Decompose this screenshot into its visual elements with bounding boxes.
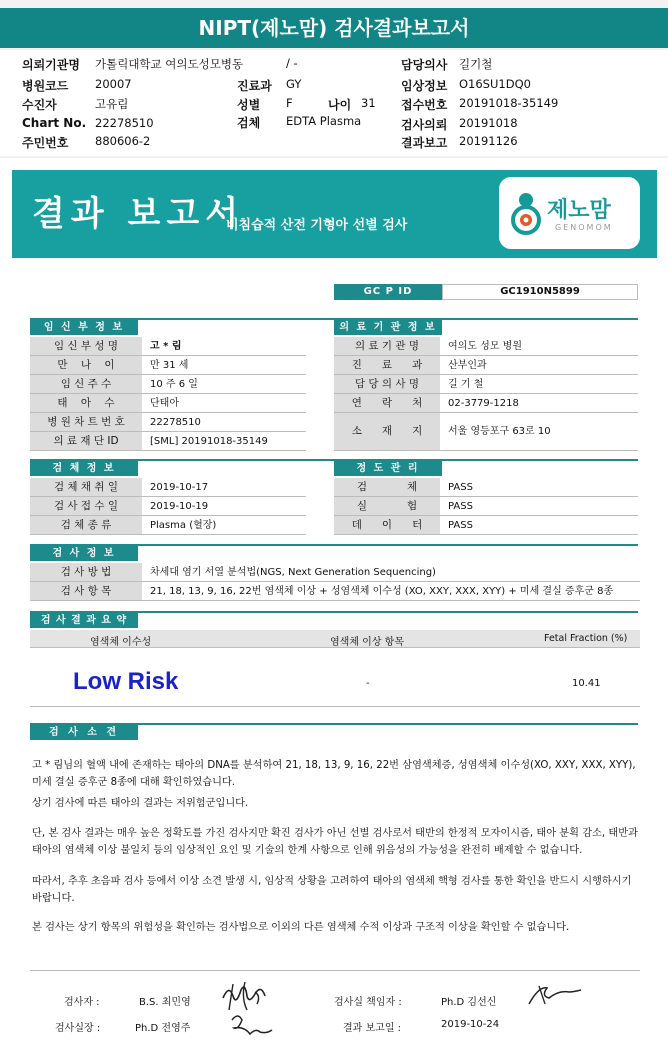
header-value: 31 — [361, 96, 376, 110]
row-divider — [334, 450, 638, 451]
header-value: 22278510 — [95, 116, 154, 130]
row-divider — [30, 534, 306, 535]
finding-paragraph: 따라서, 추후 초음파 검사 등에서 이상 소견 발생 시, 임상적 상황을 고려하여 태아의 염색체 핵형 검사를 통한 확인을 반드시 시행하시기 바랍니다. — [32, 876, 632, 904]
row-label: 임 신 주 수 — [30, 375, 142, 393]
header-label: 검체 — [237, 116, 261, 130]
row-value: [SML] 20191018-35149 — [150, 436, 268, 447]
row-label: 실 험 — [334, 497, 440, 515]
row-label: 검 체 종 류 — [30, 516, 142, 534]
director-label: 검사실장 : — [55, 1023, 101, 1034]
tester-name: B.S. 최민영 — [139, 997, 191, 1008]
col-aneuploidy: 염색체 이수성 — [90, 637, 152, 648]
tester-label: 검사자 : — [64, 997, 100, 1008]
row-value: PASS — [448, 520, 473, 531]
row-divider — [30, 600, 640, 601]
signature-divider — [30, 970, 640, 971]
logo-text: 제노맘 — [547, 198, 611, 223]
fetal-fraction-value: 10.41 — [572, 678, 601, 689]
institution-info-header: 의 료 기 관 정 보 — [334, 320, 442, 335]
row-label: 검 체 채 취 일 — [30, 478, 142, 496]
summary-header: 검 사 결 과 요 약 — [30, 613, 138, 628]
row-label: 소 재 지 — [334, 413, 440, 450]
row-value: 2019-10-19 — [150, 501, 209, 512]
header-value: 20191126 — [459, 134, 518, 148]
lab-head-name: Ph.D 김선신 — [441, 997, 497, 1008]
header-value: 고유림 — [95, 97, 129, 111]
header-label: 검사의뢰 — [401, 118, 448, 132]
finding-paragraph: 상기 검사에 따른 태아의 결과는 저위험군입니다. — [32, 798, 249, 809]
header-value: 가톨릭대학교 여의도성모병동 — [95, 57, 244, 71]
order-info-header — [0, 50, 668, 156]
header-label: 의뢰기관명 — [22, 58, 80, 72]
col-abnormal-items: 염색체 이상 항목 — [330, 637, 404, 648]
row-value: 여의도 성모 병원 — [448, 341, 522, 352]
specimen-info-header: 검 체 정 보 — [30, 461, 138, 476]
row-label: 태 아 수 — [30, 394, 142, 412]
risk-result: Low Risk — [73, 668, 179, 695]
header-value: GY — [286, 77, 302, 91]
header-label: 수진자 — [22, 98, 57, 112]
gcpid-label: GC P ID — [334, 284, 442, 300]
genomom-logo — [499, 177, 640, 249]
row-label: 만 나 이 — [30, 356, 142, 374]
header-label: 임상정보 — [401, 79, 448, 93]
report-title-bar — [0, 8, 668, 48]
row-label: 임 신 부 성 명 — [30, 337, 142, 355]
row-label: 병 원 차 트 번 호 — [30, 413, 142, 431]
row-label: 의 료 재 단 ID — [30, 432, 142, 450]
row-value: 2019-10-17 — [150, 482, 209, 493]
header-label: 병원코드 — [22, 79, 69, 93]
row-value: 차세대 염기 서열 분석법(NGS, Next Generation Sequencing) — [150, 567, 436, 578]
row-label: 데 이 터 — [334, 516, 440, 534]
row-value: 02-3779-1218 — [448, 398, 519, 409]
row-label: 검 사 항 목 — [30, 582, 142, 600]
report-title: NIPT(제노맘) 검사결과보고서 — [198, 16, 470, 40]
row-value: 22278510 — [150, 417, 201, 428]
col-fetal-fraction: Fetal Fraction (%) — [544, 633, 628, 644]
row-label: 검 사 방 법 — [30, 563, 142, 581]
header-value: O16SU1DQ0 — [459, 77, 531, 91]
row-value: 서울 영등포구 63로 10 — [448, 426, 551, 437]
report-date: 2019-10-24 — [441, 1019, 500, 1030]
row-value: 단태아 — [150, 398, 179, 409]
header-value: 20191018-35149 — [459, 96, 559, 110]
row-value: 고 * 림 — [150, 341, 182, 352]
row-label: 연 락 처 — [334, 394, 440, 412]
banner-title: 결과 보고서 — [32, 194, 245, 234]
finding-paragraph: 본 검사는 상기 항목의 위험성을 확인하는 검사법으로 이외의 다른 염색체 수적 이상과 구조적 이상을 확인할 수 없습니다. — [32, 922, 570, 933]
summary-column-headers — [30, 630, 640, 648]
finding-paragraph: 단, 본 검사 결과는 매우 높은 정확도를 가진 검사지만 확진 검사가 아닌 선별 검사로서 태반의 한정적 모자이시즘, 태아 분획 감소, 태반과 태아의 염색체 이상 불일치 등의 임상적인 요인 및 기술의 한계 사항으로 인해 위음성의 가능성을 완전히 배제할 수 없습니다. — [32, 828, 638, 856]
row-value: PASS — [448, 501, 473, 512]
header-label: 진료과 — [237, 79, 272, 93]
lab-head-signature — [525, 980, 585, 1010]
header-label: 나이 — [328, 98, 352, 112]
director-name: Ph.D 전영주 — [135, 1023, 191, 1034]
qc-header: 정 도 관 리 — [334, 461, 442, 476]
header-label: 성별 — [237, 98, 261, 112]
abnormal-items-value: - — [366, 678, 370, 689]
row-value: 만 31 세 — [150, 360, 189, 371]
finding-paragraph: 고 * 림님의 혈액 내에 존재하는 태아의 DNA를 분석하여 21, 18, 13, 9, 16, 22번 삼염색체증, 성염색체 이수성(XO, XXY, XXX, XYY), 미세 결실 증후군 8종에 대해 확인하였습니다. — [32, 760, 636, 788]
header-value: 20007 — [95, 77, 132, 91]
row-label: 담 당 의 사 명 — [334, 375, 440, 393]
row-label: 의 료 기 관 명 — [334, 337, 440, 355]
header-label: 접수번호 — [401, 98, 448, 112]
gcpid-value: GC1910N5899 — [442, 284, 638, 300]
header-label: 주민번호 — [22, 136, 69, 150]
header-value: / - — [286, 56, 298, 70]
report-date-label: 결과 보고일 : — [343, 1023, 402, 1034]
logo-icon — [509, 191, 543, 235]
test-info-header: 검 사 정 보 — [30, 546, 138, 561]
header-value: EDTA Plasma — [286, 114, 362, 128]
row-label: 진 료 과 — [334, 356, 440, 374]
row-value: PASS — [448, 482, 473, 493]
header-label: 결과보고 — [401, 136, 448, 150]
row-divider — [334, 534, 638, 535]
row-value: 21, 18, 13, 9, 16, 22번 염색체 이상 + 성염색체 이수성 (XO, XXY, XXX, XYY) + 미세 결실 증후군 8종 — [150, 586, 614, 597]
header-label: 담당의사 — [401, 58, 448, 72]
header-label: Chart No. — [22, 116, 87, 130]
row-value: 길 기 철 — [448, 379, 484, 390]
summary-bottom-line — [30, 706, 640, 707]
header-value: 20191018 — [459, 116, 518, 130]
lab-head-label: 검사실 책임자 : — [334, 997, 402, 1008]
patient-info-header: 임 신 부 정 보 — [30, 320, 138, 335]
row-label: 검 체 — [334, 478, 440, 496]
director-signature — [228, 1010, 278, 1038]
header-value: 880606-2 — [95, 134, 151, 148]
row-value: 산부인과 — [448, 360, 487, 371]
row-value: Plasma (혈장) — [150, 520, 217, 531]
row-label: 검 사 접 수 일 — [30, 497, 142, 515]
logo-subtext: GENOMOM — [555, 223, 613, 232]
result-banner — [12, 170, 657, 258]
row-divider — [30, 450, 306, 451]
header-value: F — [286, 96, 293, 110]
row-value: 10 주 6 일 — [150, 379, 198, 390]
banner-subtitle: 비침습적 산전 기형아 선별 검사 — [226, 218, 408, 233]
findings-header: 검 사 소 견 — [30, 725, 138, 740]
header-value: 길기철 — [459, 57, 493, 71]
